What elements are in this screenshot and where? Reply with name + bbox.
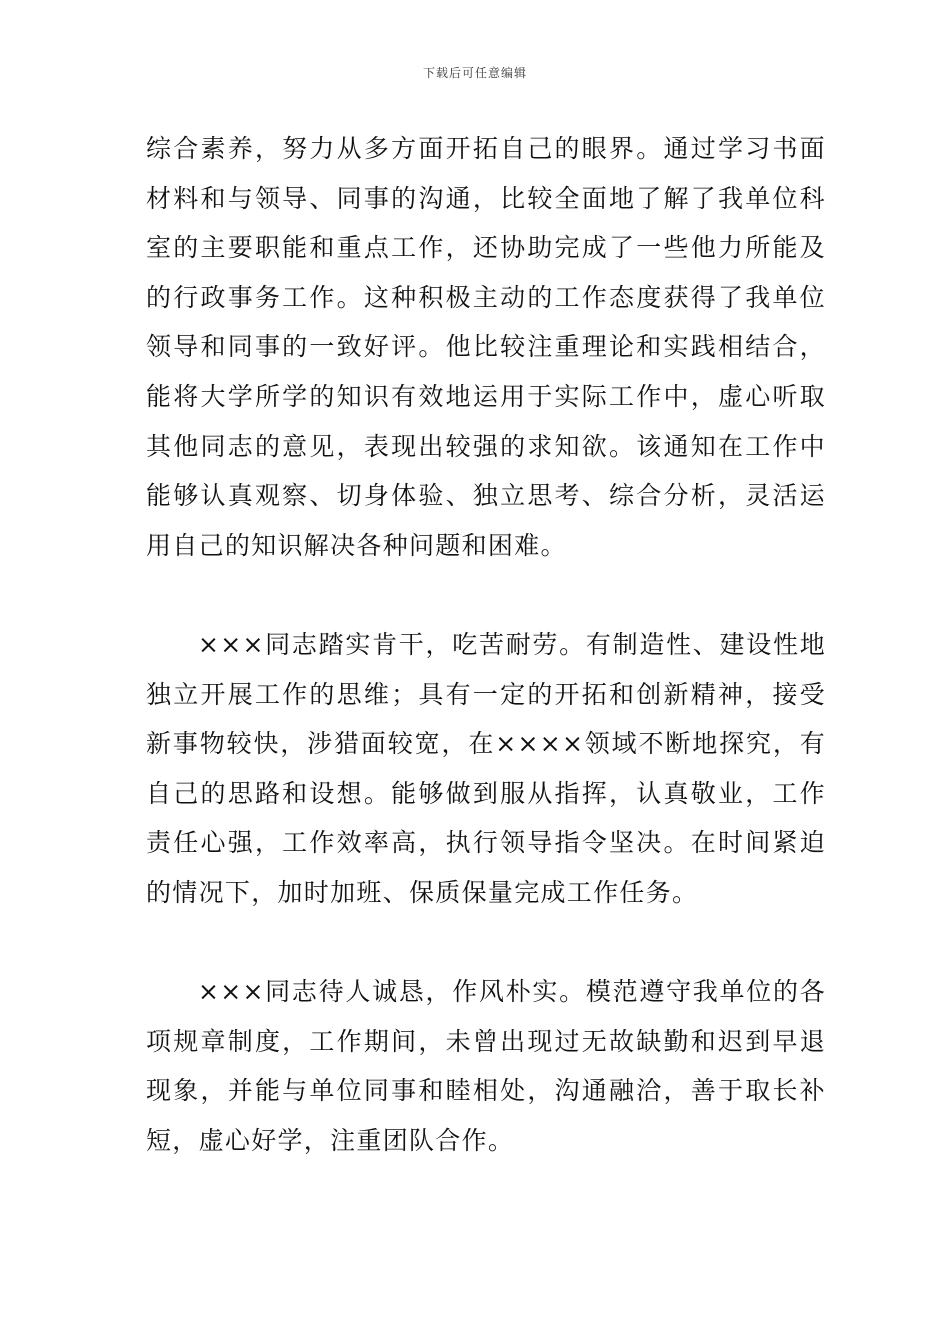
page-header: 下载后可任意编辑 — [422, 66, 527, 80]
paragraph-gap — [146, 570, 826, 620]
document-body — [146, 124, 826, 1165]
paragraph-work-attitude: ×××同志踏实肯干，吃苦耐劳。有制造性、建设性地独立开展工作的思维；具有一定的开拓和创新精神，接受新事物较快，涉猎面较宽，在××××领域不断地探究，有自己的思路和设想。能够做到服从指挥，认真敬业，工作责任心强，工作效率高，执行领导指令坚决。在时间紧迫的情况下，加时加班、保质保量完成工作任务。 — [146, 629, 826, 907]
paragraph-gap — [146, 918, 826, 968]
paragraph-continuation: 综合素养，努力从多方面开拓自己的眼界。通过学习书面材料和与领导、同事的沟通，比较全面地了解了我单位科室的主要职能和重点工作，还协助完成了一些他力所能及的行政事务工作。这种积极主动的工作态度获得了我单位领导和同事的一致好评。他比较注重理论和实践相结合，能将大学所学的知识有效地运用于实际工作中，虚心听取其他同志的意见，表现出较强的求知欲。该通知在工作中能够认真观察、切身体验、独立思考、综合分析，灵活运用自己的知识解决各种问题和困难。 — [146, 134, 826, 560]
paragraph-conduct: ×××同志待人诚恳，作风朴实。模范遵守我单位的各项规章制度，工作期间，未曾出现过无故缺勤和迟到早退现象，并能与单位同事和睦相处，沟通融洽，善于取长补短，虚心好学，注重团队合作。 — [146, 977, 826, 1155]
